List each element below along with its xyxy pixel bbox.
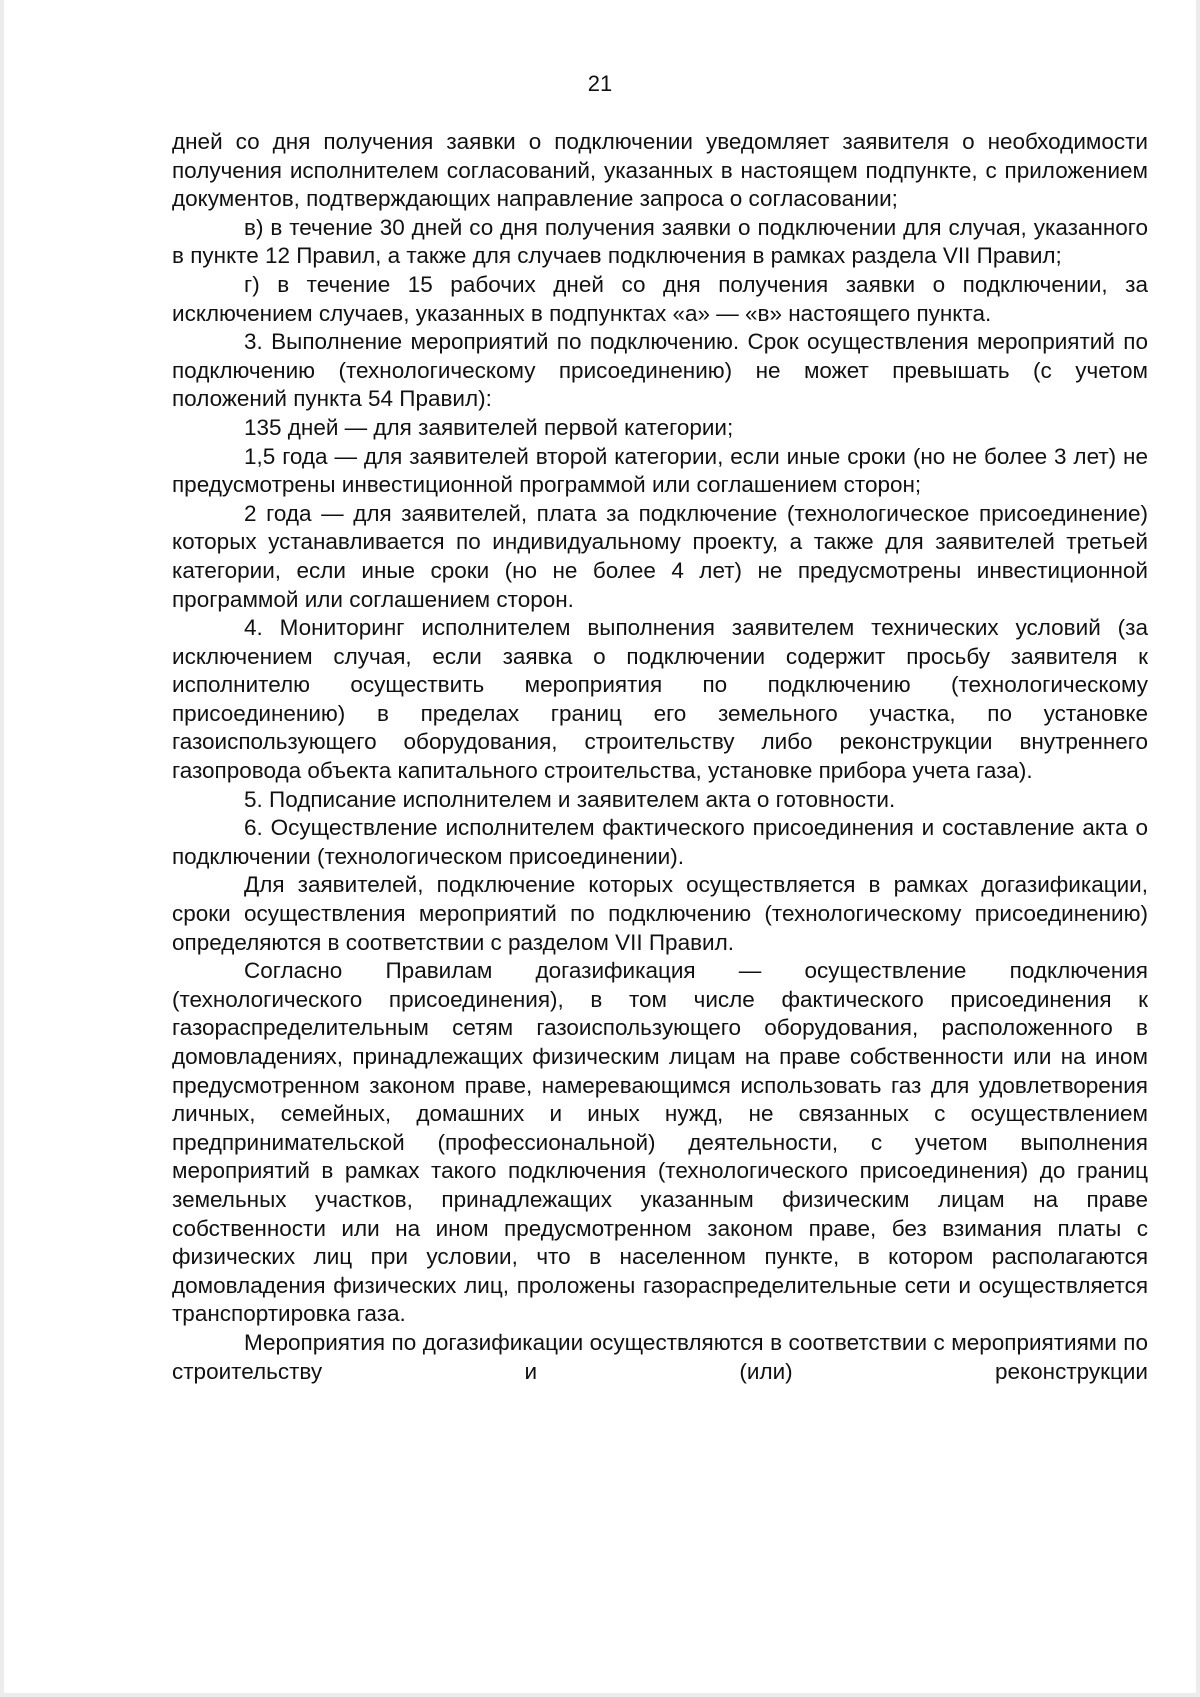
paragraph-item-5: 5. Подписание исполнителем и заявителем акта о готовности.	[244, 786, 896, 812]
document-page	[4, 0, 1196, 1693]
paragraph-dogasification-definition: Согласно Правилам догазификация — осуществление подключения (технологического присоединения), в том числе фактического присоединения к газораспределительным сетям газоиспользующего оборудования, расположенного в домовладениях, принадлежащих физическим лицам на праве собственности или на ином предусмотренном законом праве, намеревающимся использовать газ для удовлетворения личных, семейных, домашних и иных нужд, не связанных с осуществлением предпринимательской (профессиональной) деятельности, с учетом выполнения мероприятий в рамках такого подключения (технологического присоединения) до границ земельных участков, принадлежащих указанным физическим лицам на праве собственности или на ином предусмотренном законом праве, без взимания платы с физических лиц при условии, что в населенном пункте, в котором располагаются домовладения физических лиц, проложены газораспределительные сети и осуществляется транспортировка газа.	[172, 958, 1148, 1327]
paragraph-subitem-v: в) в течение 30 дней со дня получения заявки о подключении для случая, указанного в пункте 12 Правил, а также для случаев подключения в рамках раздела VII Правил;	[172, 214, 1148, 269]
paragraph-dogasification-measures: Мероприятия по догазификации осуществляются в соответствии с мероприятиями по строительству и (или) реконструкции	[172, 1329, 1148, 1384]
paragraph-continuation: дней со дня получения заявки о подключении уведомляет заявителя о необходимости получения исполнителем согласований, указанных в настоящем подпункте, с приложением документов, подтверждающих направление запроса о согласовании;	[172, 129, 1148, 212]
paragraph-item-6: 6. Осуществление исполнителем фактического присоединения и составление акта о подключении (технологическом присоединении).	[172, 815, 1148, 869]
paragraph-term-third-category: 2 года — для заявителей, плата за подключение (технологическое присоединение) которых устанавливается по индивидуальному проекту, а также для заявителей третьей категории, если иные сроки (но не более 4 лет) не предусмотрены инвестиционной программой или соглашением сторон.	[172, 500, 1148, 612]
paragraph-term-first-category: 135 дней — для заявителей первой категории;	[244, 414, 734, 440]
page-number: 21	[587, 71, 613, 96]
paragraph-item-4: 4. Мониторинг исполнителем выполнения заявителем технических условий (за исключением случая, если заявка о подключении содержит просьбу заявителя к исполнителю осуществить мероприятия по подключению (технологическому присоединению) в пределах границ его земельного участка, по установке газоиспользующего оборудования, строительству либо реконструкции внутреннего газопровода объекта капитального строительства, установке прибора учета газа).	[172, 615, 1148, 784]
paragraph-dogasification-terms: Для заявителей, подключение которых осуществляется в рамках догазификации, сроки осуществления мероприятий по подключению (технологическому присоединению) определяются в соответствии с разделом VII Правил.	[172, 872, 1148, 955]
paragraph-term-second-category: 1,5 года — для заявителей второй категории, если иные сроки (но не более 3 лет) не предусмотрены инвестиционной программой или соглашением сторон;	[172, 443, 1148, 498]
document-body	[172, 128, 1148, 1386]
paragraph-subitem-g: г) в течение 15 рабочих дней со дня получения заявки о подключении, за исключением случаев, указанных в подпунктах «а» — «в» настоящего пункта.	[172, 271, 1148, 326]
paragraph-item-3: 3. Выполнение мероприятий по подключению. Срок осуществления мероприятий по подключению (технологическому присоединению) не может превышать (с учетом положений пункта 54 Правил):	[172, 329, 1148, 412]
